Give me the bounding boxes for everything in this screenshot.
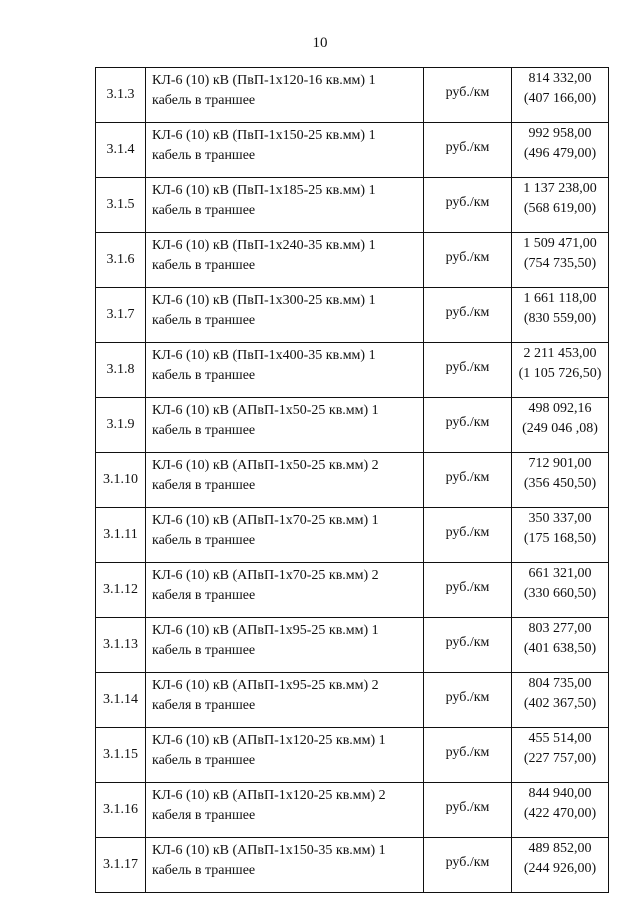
item-unit: руб./км: [424, 563, 512, 618]
item-price-value: 803 277,00: [528, 621, 592, 636]
item-description: [146, 398, 424, 453]
item-price-half-value: (249 046 ,08): [522, 421, 598, 436]
item-description-line1: КЛ-6 (10) кВ (АПвП-1х120-25 кв.мм) 1: [152, 733, 386, 748]
item-description-line2: кабель в траншее: [152, 258, 256, 273]
item-price-value: 661 321,00: [528, 566, 592, 581]
item-price: [512, 123, 609, 178]
item-price: [512, 343, 609, 398]
item-price-value: 1 661 118,00: [523, 291, 597, 306]
item-description-line1: КЛ-6 (10) кВ (ПвП-1х185-25 кв.мм) 1: [152, 183, 376, 198]
item-unit: руб./км: [424, 618, 512, 673]
table-row: [96, 123, 609, 178]
item-description-line1: КЛ-6 (10) кВ (АПвП-1х70-25 кв.мм) 1: [152, 513, 379, 528]
item-description: [146, 508, 424, 563]
item-unit: руб./км: [424, 343, 512, 398]
item-description-line2: кабель в траншее: [152, 863, 256, 878]
item-description-line1: КЛ-6 (10) кВ (АПвП-1х50-25 кв.мм) 1: [152, 403, 379, 418]
table-row: [96, 178, 609, 233]
item-description-line1: КЛ-6 (10) кВ (ПвП-1х240-35 кв.мм) 1: [152, 238, 376, 253]
item-price: [512, 398, 609, 453]
item-description-line1: КЛ-6 (10) кВ (ПвП-1х120-16 кв.мм) 1: [152, 73, 376, 88]
table-row: [96, 233, 609, 288]
item-unit: руб./км: [424, 838, 512, 893]
item-unit: руб./км: [424, 233, 512, 288]
table-row: [96, 618, 609, 673]
table-row: [96, 673, 609, 728]
item-description-line2: кабель в траншее: [152, 423, 256, 438]
item-price-half-value: (496 479,00): [523, 146, 597, 161]
item-description-line2: кабеля в траншее: [152, 588, 256, 603]
table-row: [96, 288, 609, 343]
item-number: 3.1.13: [96, 618, 146, 673]
item-price: [512, 453, 609, 508]
item-price-value: 2 211 453,00: [523, 346, 597, 361]
item-description-line1: КЛ-6 (10) кВ (АПвП-1х50-25 кв.мм) 2: [152, 458, 379, 473]
item-price-value: 1 137 238,00: [523, 181, 597, 196]
item-description-line2: кабель в траншее: [152, 93, 256, 108]
item-number: 3.1.8: [96, 343, 146, 398]
table-row: [96, 343, 609, 398]
item-description-line1: КЛ-6 (10) кВ (АПвП-1х95-25 кв.мм) 2: [152, 678, 379, 693]
item-unit: руб./км: [424, 178, 512, 233]
item-number: 3.1.17: [96, 838, 146, 893]
item-description-line1: КЛ-6 (10) кВ (ПвП-1х300-25 кв.мм) 1: [152, 293, 376, 308]
item-number: 3.1.5: [96, 178, 146, 233]
item-description: [146, 783, 424, 838]
item-price-value: 489 852,00: [528, 841, 592, 856]
item-price-value: 712 901,00: [528, 456, 592, 471]
item-description-line1: КЛ-6 (10) кВ (ПвП-1х150-25 кв.мм) 1: [152, 128, 376, 143]
item-price: [512, 563, 609, 618]
item-price: [512, 838, 609, 893]
item-number: 3.1.15: [96, 728, 146, 783]
item-price: [512, 233, 609, 288]
tariff-table-body: [96, 68, 609, 893]
item-description-line2: кабель в траншее: [152, 313, 256, 328]
item-description-line2: кабель в траншее: [152, 148, 256, 163]
item-price-value: 498 092,16: [528, 401, 592, 416]
item-price-value: 992 958,00: [528, 126, 592, 141]
item-price-value: 1 509 471,00: [523, 236, 597, 251]
tariff-table: [95, 67, 609, 893]
item-description-line2: кабеля в траншее: [152, 478, 256, 493]
table-row: [96, 728, 609, 783]
item-price: [512, 673, 609, 728]
item-price-half-value: (754 735,50): [523, 256, 597, 271]
item-unit: руб./км: [424, 783, 512, 838]
table-row: [96, 508, 609, 563]
item-description: [146, 563, 424, 618]
item-price-value: 804 735,00: [528, 676, 592, 691]
item-price-half-value: (568 619,00): [523, 201, 597, 216]
item-price: [512, 68, 609, 123]
item-unit: руб./км: [424, 673, 512, 728]
item-price-half-value: (330 660,50): [523, 586, 597, 601]
item-description: [146, 288, 424, 343]
item-description-line2: кабель в траншее: [152, 643, 256, 658]
item-price-value: 814 332,00: [528, 71, 592, 86]
page-number: 10: [312, 35, 328, 51]
item-price-value: 455 514,00: [528, 731, 592, 746]
item-unit: руб./км: [424, 728, 512, 783]
item-description: [146, 343, 424, 398]
item-description-line2: кабеля в траншее: [152, 698, 256, 713]
item-description-line2: кабеля в траншее: [152, 808, 256, 823]
item-number: 3.1.3: [96, 68, 146, 123]
item-price-half-value: (1 105 726,50): [518, 366, 602, 381]
table-row: [96, 563, 609, 618]
item-price-half-value: (175 168,50): [523, 531, 597, 546]
item-price: [512, 508, 609, 563]
table-row: [96, 783, 609, 838]
item-description-line2: кабель в траншее: [152, 753, 256, 768]
item-description: [146, 838, 424, 893]
item-unit: руб./км: [424, 68, 512, 123]
item-unit: руб./км: [424, 288, 512, 343]
item-number: 3.1.16: [96, 783, 146, 838]
item-number: 3.1.6: [96, 233, 146, 288]
item-description: [146, 453, 424, 508]
item-number: 3.1.11: [96, 508, 146, 563]
item-price: [512, 728, 609, 783]
item-price-half-value: (407 166,00): [523, 91, 597, 106]
item-description-line2: кабель в траншее: [152, 203, 256, 218]
item-price-half-value: (227 757,00): [523, 751, 597, 766]
item-description: [146, 233, 424, 288]
item-description-line2: кабель в траншее: [152, 533, 256, 548]
item-unit: руб./км: [424, 453, 512, 508]
item-description: [146, 178, 424, 233]
item-description: [146, 673, 424, 728]
item-price-half-value: (422 470,00): [523, 806, 597, 821]
item-number: 3.1.12: [96, 563, 146, 618]
item-description: [146, 728, 424, 783]
item-number: 3.1.9: [96, 398, 146, 453]
item-description-line1: КЛ-6 (10) кВ (АПвП-1х120-25 кв.мм) 2: [152, 788, 386, 803]
item-description: [146, 618, 424, 673]
table-row: [96, 838, 609, 893]
item-description-line1: КЛ-6 (10) кВ (ПвП-1х400-35 кв.мм) 1: [152, 348, 376, 363]
item-unit: руб./км: [424, 398, 512, 453]
item-price-half-value: (402 367,50): [523, 696, 597, 711]
item-price-half-value: (830 559,00): [523, 311, 597, 326]
table-row: [96, 453, 609, 508]
item-price: [512, 178, 609, 233]
item-description-line1: КЛ-6 (10) кВ (АПвП-1х95-25 кв.мм) 1: [152, 623, 379, 638]
item-unit: руб./км: [424, 508, 512, 563]
item-description: [146, 123, 424, 178]
item-description-line2: кабель в траншее: [152, 368, 256, 383]
item-price-value: 350 337,00: [528, 511, 592, 526]
item-number: 3.1.4: [96, 123, 146, 178]
item-number: 3.1.14: [96, 673, 146, 728]
item-description-line1: КЛ-6 (10) кВ (АПвП-1х150-35 кв.мм) 1: [152, 843, 386, 858]
item-price: [512, 618, 609, 673]
item-description-line1: КЛ-6 (10) кВ (АПвП-1х70-25 кв.мм) 2: [152, 568, 379, 583]
table-row: [96, 68, 609, 123]
item-price-half-value: (356 450,50): [523, 476, 597, 491]
item-number: 3.1.7: [96, 288, 146, 343]
item-price-half-value: (401 638,50): [523, 641, 597, 656]
item-number: 3.1.10: [96, 453, 146, 508]
item-unit: руб./км: [424, 123, 512, 178]
item-description: [146, 68, 424, 123]
item-price: [512, 783, 609, 838]
table-row: [96, 398, 609, 453]
item-price-value: 844 940,00: [528, 786, 592, 801]
item-price-half-value: (244 926,00): [523, 861, 597, 876]
item-price: [512, 288, 609, 343]
